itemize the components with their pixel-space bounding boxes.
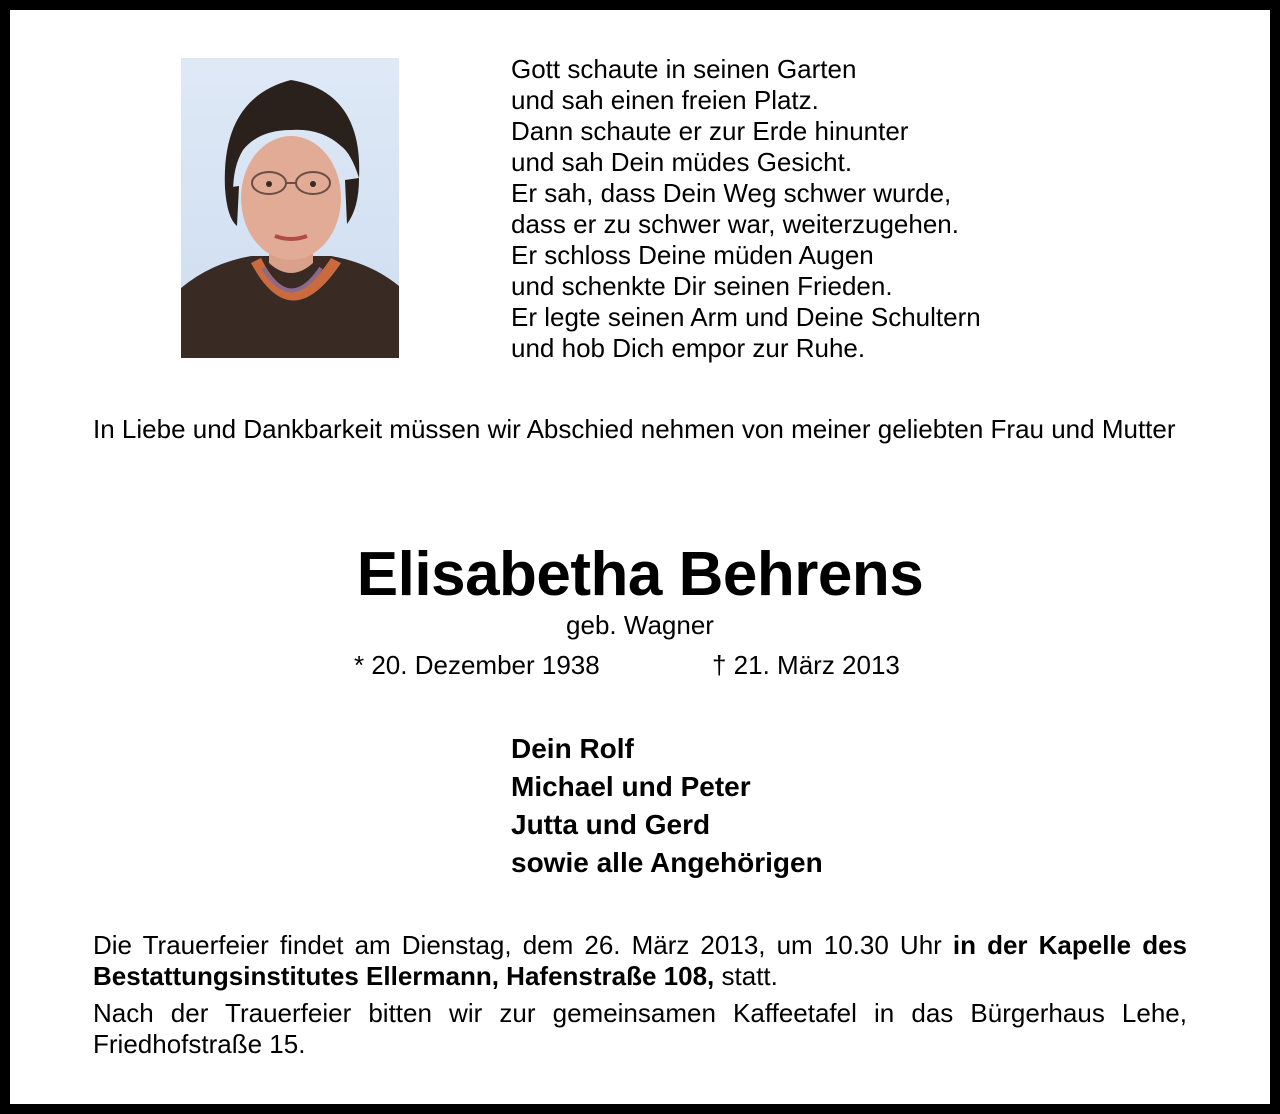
service-text-start: Die Trauerfeier findet am Dienstag, dem 26. März 2013, um 10.30 Uhr <box>93 930 953 960</box>
portrait-photo <box>181 58 399 358</box>
poem-line: dass er zu schwer war, weiterzugehen. <box>511 209 959 239</box>
poem-line: und schenkte Dir seinen Frieden. <box>511 271 893 301</box>
poem-line: Er legte seinen Arm und Deine Schultern <box>511 302 981 332</box>
mourners-list <box>511 730 823 882</box>
intro-text: In Liebe und Dankbarkeit müssen wir Abschied nehmen von meiner geliebten Frau und Mutter <box>93 414 1176 444</box>
mourner: Dein Rolf <box>511 733 634 764</box>
service-location: in der Kapelle des Bestattungsinstitutes Ellermann, Hafenstraße 108, <box>93 930 1187 991</box>
mourner: Jutta und Gerd <box>511 809 711 840</box>
poem-line: und hob Dich empor zur Ruhe. <box>511 333 866 363</box>
mourner: sowie alle Angehörigen <box>511 847 823 878</box>
poem-line: und sah Dein müdes Gesicht. <box>511 147 853 177</box>
poem-line: und sah einen freien Platz. <box>511 85 819 115</box>
poem-line: Dann schaute er zur Erde hinunter <box>511 116 909 146</box>
mourner: Michael und Peter <box>511 771 751 802</box>
poem-line: Er sah, dass Dein Weg schwer wurde, <box>511 178 952 208</box>
funeral-service-text <box>93 930 1187 992</box>
reception-text: Nach der Trauerfeier bitten wir zur gemeinsamen Kaffeetafel in das Bürgerhaus Lehe, Friedhofstraße 15. <box>93 998 1187 1059</box>
portrait-icon <box>181 58 399 358</box>
poem <box>511 54 981 364</box>
service-text-end: statt. <box>714 961 778 991</box>
deceased-name: Elisabetha Behrens <box>356 540 924 609</box>
death-date: † 21. März 2013 <box>712 650 900 680</box>
maiden-name: geb. Wagner <box>566 610 714 640</box>
poem-line: Gott schaute in seinen Garten <box>511 54 857 84</box>
poem-line: Er schloss Deine müden Augen <box>511 240 874 270</box>
birth-date: * 20. Dezember 1938 <box>354 650 600 680</box>
